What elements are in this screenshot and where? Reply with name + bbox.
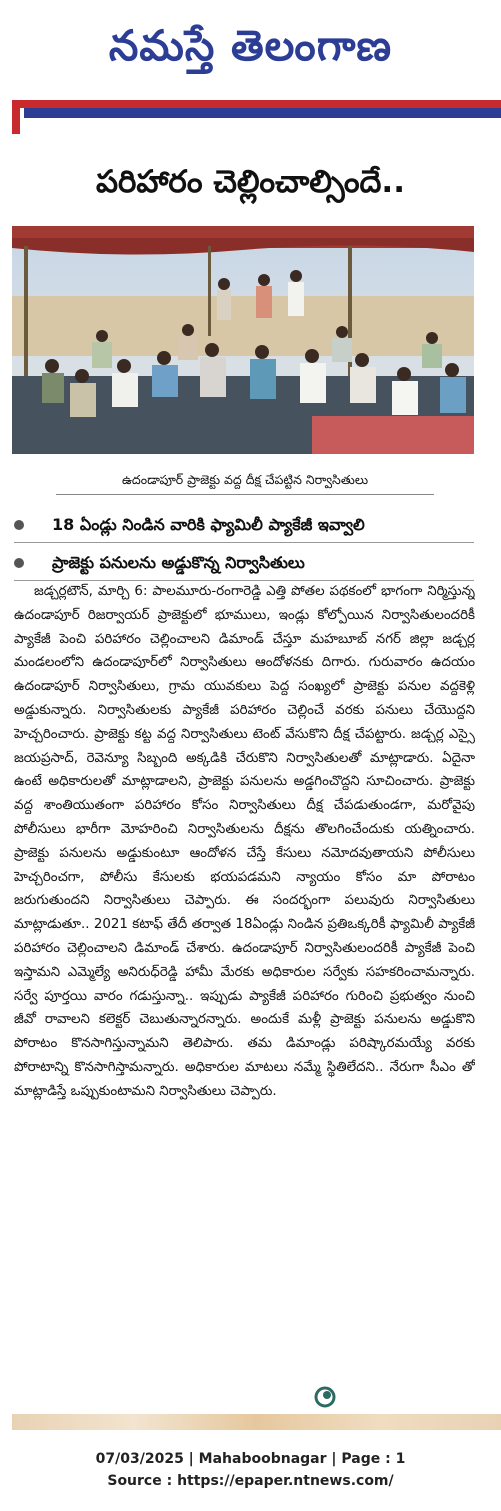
page-meta: 07/03/2025 | Mahaboobnagar | Page : 1 [95,1451,406,1467]
newspaper-logo: నమస్తే తెలంగాణ [108,21,393,70]
article-photo [12,226,474,454]
masthead-blue-band [24,108,501,118]
article-end-icon [314,1386,336,1408]
source-link[interactable]: Source : https://epaper.ntnews.com/ [107,1473,394,1489]
article-body: జడ్చర్లటౌన్, మార్చి 6: పాలమూరు-రంగారెడ్డి ఎత్తి పోతల పథకంలో భాగంగా నిర్మిస్తున్న ఉదండాపూర్ రిజర్వాయర్ ప్రాజెక్టులో భూములు, ఇండ్లు కోల్పోయిన నిర్వాసితులందరికీ ప్యాకేజీ పెంచి పరిహారం చెల్లించాలని డిమాండ్ చేస్తూ మహబూబ్ నగర్ జిల్లా జడ్చర్ల మండలంలోని ఉదండాపూర్‌లో నిర్వాసితులు ఆందోళనకు దిగారు. గురువారం ఉదయం ఉదండాపూర్ నిర్వాసితులు, గ్రామ యువకులు పెద్ద సంఖ్యలో ప్రాజెక్టు పనుల వద్దకెళ్లి అడ్డుకున్నారు. నిర్వాసితులకు ప్యాకేజీ పరిహారం చెల్లించే వరకు పనులు చేయొద్దని హెచ్చరించారు. ప్రాజెక్టు కట్ట వద్ద నిర్వాసితులు టెంట్ వేసుకొని దీక్ష చేపట్టారు. జడ్చర్ల ఎస్సై జయప్రసాద్, రెవెన్యూ సిబ్బంది అక్కడికి చేరుకొని నిర్వాసితులతో మాట్లాడారు. ఏదైనా ఉంటే అధికారులతో మాట్లాడాలని, ప్రాజెక్టు పనులను అడ్డగించొద్దని సూచించారు. ప్రాజెక్టు వద్ద శాంతియుతంగా పరిహారం కోసం నిర్వాసితులు దీక్ష చేపడుతుండగా, మరోవైపు పోలీసులు భారీగా మోహరించి నిర్వాసితులను దీక్షను తొలగించేందుకు యత్నించారు. ప్రాజెక్టు పనులను అడ్డుకుంటూ ఆందోళన చేస్తే కేసులు నమోదవుతాయని పోలీసులు హెచ్చరించగా, పోలీసు కేసులకు భయపడమని న్యాయం కోసం మా పోరాటం జరుగుతుందని నిర్వాసితులు చెప్పారు. ఈ సందర్భంగా పలువురు నిర్వాసితులు మాట్లాడుతూ.. 2021 కటాఫ్ తేదీ తర్వాత 18ఏండ్లు నిండిన ప్రతిఒక్కరికీ ఫ్యామిలీ ప్యాకేజీ పరిహారం చెల్లించాలని డిమాండ్ చేశారు. ఉదండాపూర్ నిర్వాసితులందరికీ ప్యాకేజీ పెంచి ఇస్తామని ఎమ్మెల్యే అనిరుధ్‌రెడ్డి హామీ మేరకు అధికారుల సర్వేకు సహకరించామన్నారు. సర్వే పూర్తయి వారం గడుస్తున్నా.. ఇప్పుడు ప్యాకేజీ పరిహారం గురించి ప్రభుత్వం నుంచి జీవో రావాలని కలెక్టర్ చెబుతున్నారన్నారు. అందుకే మళ్లీ ప్రాజెక్టు పనులను అడ్డుకొని పోరాటం కొనసాగిస్తున్నామని తెలిపారు. తమ డిమాండ్లు పరిష్కారమయ్యే వరకు పోరాటాన్ని కొనసాగిస్తామన్నారు. అధికారుల మాటలు నమ్మే స్థితిలేదని.. నేరుగా సీఎం తో మాట్లాడిస్తే ఒప్పుకుంటామని నిర్వాసితులు చెప్పారు. [14,584,475,1099]
masthead [0,0,501,96]
subheadline-text: 18 ఏండ్లు నిండిన వారికి ఫ్యామిలీ ప్యాకేజీ ఇవ్వాలి [52,515,365,534]
bullet-icon [14,558,24,568]
masthead-red-band [12,100,501,108]
protest-tent-photo [12,226,474,454]
photo-caption: ఉదండాపూర్ ప్రాజెక్టు వద్ద దీక్ష చేపట్టిన నిర్వాసితులు [56,466,434,495]
bullet-icon [14,520,24,530]
masthead-red-corner [12,100,20,134]
subheadline-bullet [14,546,474,581]
subheadline-bullet [14,508,474,543]
subheadline-text: ప్రాజెక్టు పనులను అడ్డుకొన్న నిర్వాసితులు [52,553,305,572]
article-headline: పరిహారం చెల్లించాల్సిందే.. [95,164,405,200]
footer-decorative-strip [12,1414,501,1430]
